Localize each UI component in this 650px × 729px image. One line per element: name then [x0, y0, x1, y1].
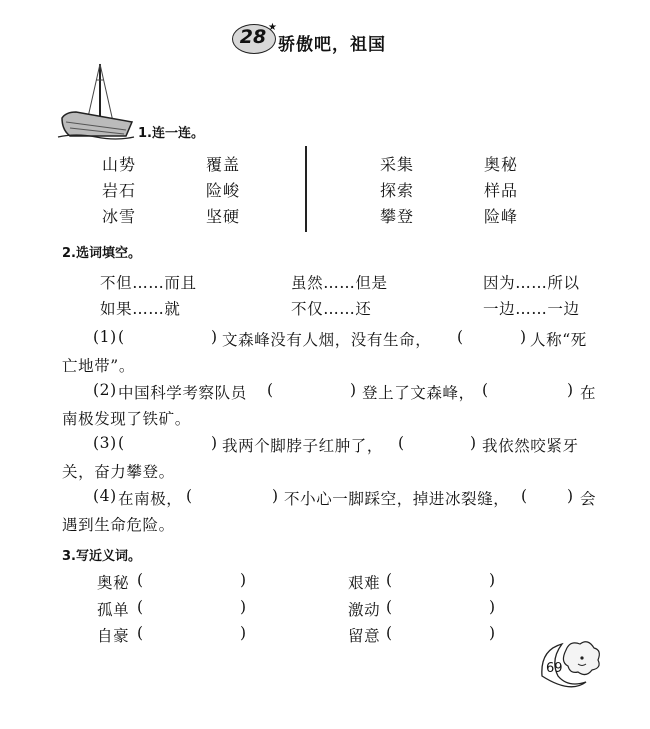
- blank-open[interactable]: (: [186, 487, 193, 505]
- blank-open[interactable]: (: [398, 434, 405, 452]
- word-option: 因为……所以: [483, 274, 580, 292]
- word: 岩石: [102, 181, 137, 200]
- blank-open[interactable]: (: [482, 381, 489, 399]
- sailboat-illustration-icon: [56, 60, 136, 140]
- blank-close: ): [489, 624, 496, 642]
- sentence-text: 不小心一脚踩空，掉进冰裂缝，: [284, 490, 510, 508]
- word: 探索: [380, 181, 415, 200]
- word: 坚硬: [206, 207, 241, 226]
- blank-close: ): [211, 328, 218, 346]
- question-2-heading: 2.选词填空。: [62, 246, 141, 261]
- sentence-text: 中国科学考察队员: [118, 384, 247, 402]
- blank-close: ): [489, 571, 496, 589]
- sentence-text: 我两个脚脖子红肿了，: [222, 437, 384, 455]
- blank-open[interactable]: (: [137, 598, 144, 616]
- word-option: 虽然……但是: [291, 274, 388, 292]
- synonym-word: 自豪: [97, 627, 130, 645]
- blank-close: ): [470, 434, 477, 452]
- word-option: 不但……而且: [100, 274, 197, 292]
- blank-open[interactable]: (: [386, 571, 393, 589]
- blank-close: ): [240, 624, 247, 642]
- sentence-text: 会: [580, 490, 597, 508]
- blank-close: ): [567, 487, 574, 505]
- page-title: 骄傲吧，祖国: [278, 35, 386, 55]
- sentence-text: 人称“死: [530, 331, 587, 349]
- blank-open[interactable]: (: [457, 328, 464, 346]
- blank-close: ): [272, 487, 279, 505]
- star-icon: ★: [268, 22, 277, 33]
- blank-open[interactable]: (: [267, 381, 274, 399]
- question-1-heading: 1.连一连。: [138, 126, 204, 141]
- sentence-text: 亡地带”。: [62, 357, 135, 375]
- sentence-text: 文森峰没有人烟，没有生命，: [222, 331, 432, 349]
- blank-close: ): [240, 598, 247, 616]
- column-divider: [305, 146, 307, 232]
- blank-close: ): [520, 328, 527, 346]
- synonym-word: 奥秘: [97, 574, 130, 592]
- blank-open[interactable]: (: [118, 434, 125, 452]
- blank-open[interactable]: (: [118, 328, 125, 346]
- word: 险峰: [484, 207, 519, 226]
- word-option: 不仅……还: [291, 300, 372, 318]
- lesson-number: 28: [239, 26, 267, 48]
- sentence-number: (2): [93, 381, 117, 399]
- question-3-heading: 3.写近义词。: [62, 549, 141, 564]
- sentence-number: (1): [93, 328, 117, 346]
- word: 山势: [102, 155, 137, 174]
- synonym-word: 激动: [348, 601, 381, 619]
- word: 采集: [380, 155, 415, 174]
- sentence-text: 我依然咬紧牙: [482, 437, 579, 455]
- word-option: 一边……一边: [483, 300, 580, 318]
- synonym-word: 孤单: [97, 601, 130, 619]
- blank-open[interactable]: (: [521, 487, 528, 505]
- blank-close: ): [567, 381, 574, 399]
- sentence-number: (3): [93, 434, 117, 452]
- sentence-text: 在南极，: [118, 490, 183, 508]
- synonym-word: 艰难: [348, 574, 381, 592]
- word: 险峻: [206, 181, 241, 200]
- blank-close: ): [240, 571, 247, 589]
- sentence-text: 登上了文森峰，: [362, 384, 475, 402]
- blank-close: ): [211, 434, 218, 452]
- blank-open[interactable]: (: [137, 571, 144, 589]
- word: 奥秘: [484, 155, 519, 174]
- blank-open[interactable]: (: [137, 624, 144, 642]
- word: 覆盖: [206, 155, 241, 174]
- blank-close: ): [350, 381, 357, 399]
- blank-close: ): [489, 598, 496, 616]
- blank-open[interactable]: (: [386, 624, 393, 642]
- synonym-word: 留意: [348, 627, 381, 645]
- word: 冰雪: [102, 207, 137, 226]
- word: 攀登: [380, 207, 415, 226]
- word: 样品: [484, 181, 519, 200]
- sentence-text: 在: [580, 384, 597, 402]
- sentence-number: (4): [93, 487, 117, 505]
- page-number: 69: [546, 661, 563, 676]
- word-option: 如果……就: [100, 300, 181, 318]
- blank-open[interactable]: (: [386, 598, 393, 616]
- sentence-text: 遇到生命危险。: [62, 516, 175, 534]
- sentence-text: 关，奋力攀登。: [62, 463, 175, 481]
- sentence-text: 南极发现了铁矿。: [62, 410, 191, 428]
